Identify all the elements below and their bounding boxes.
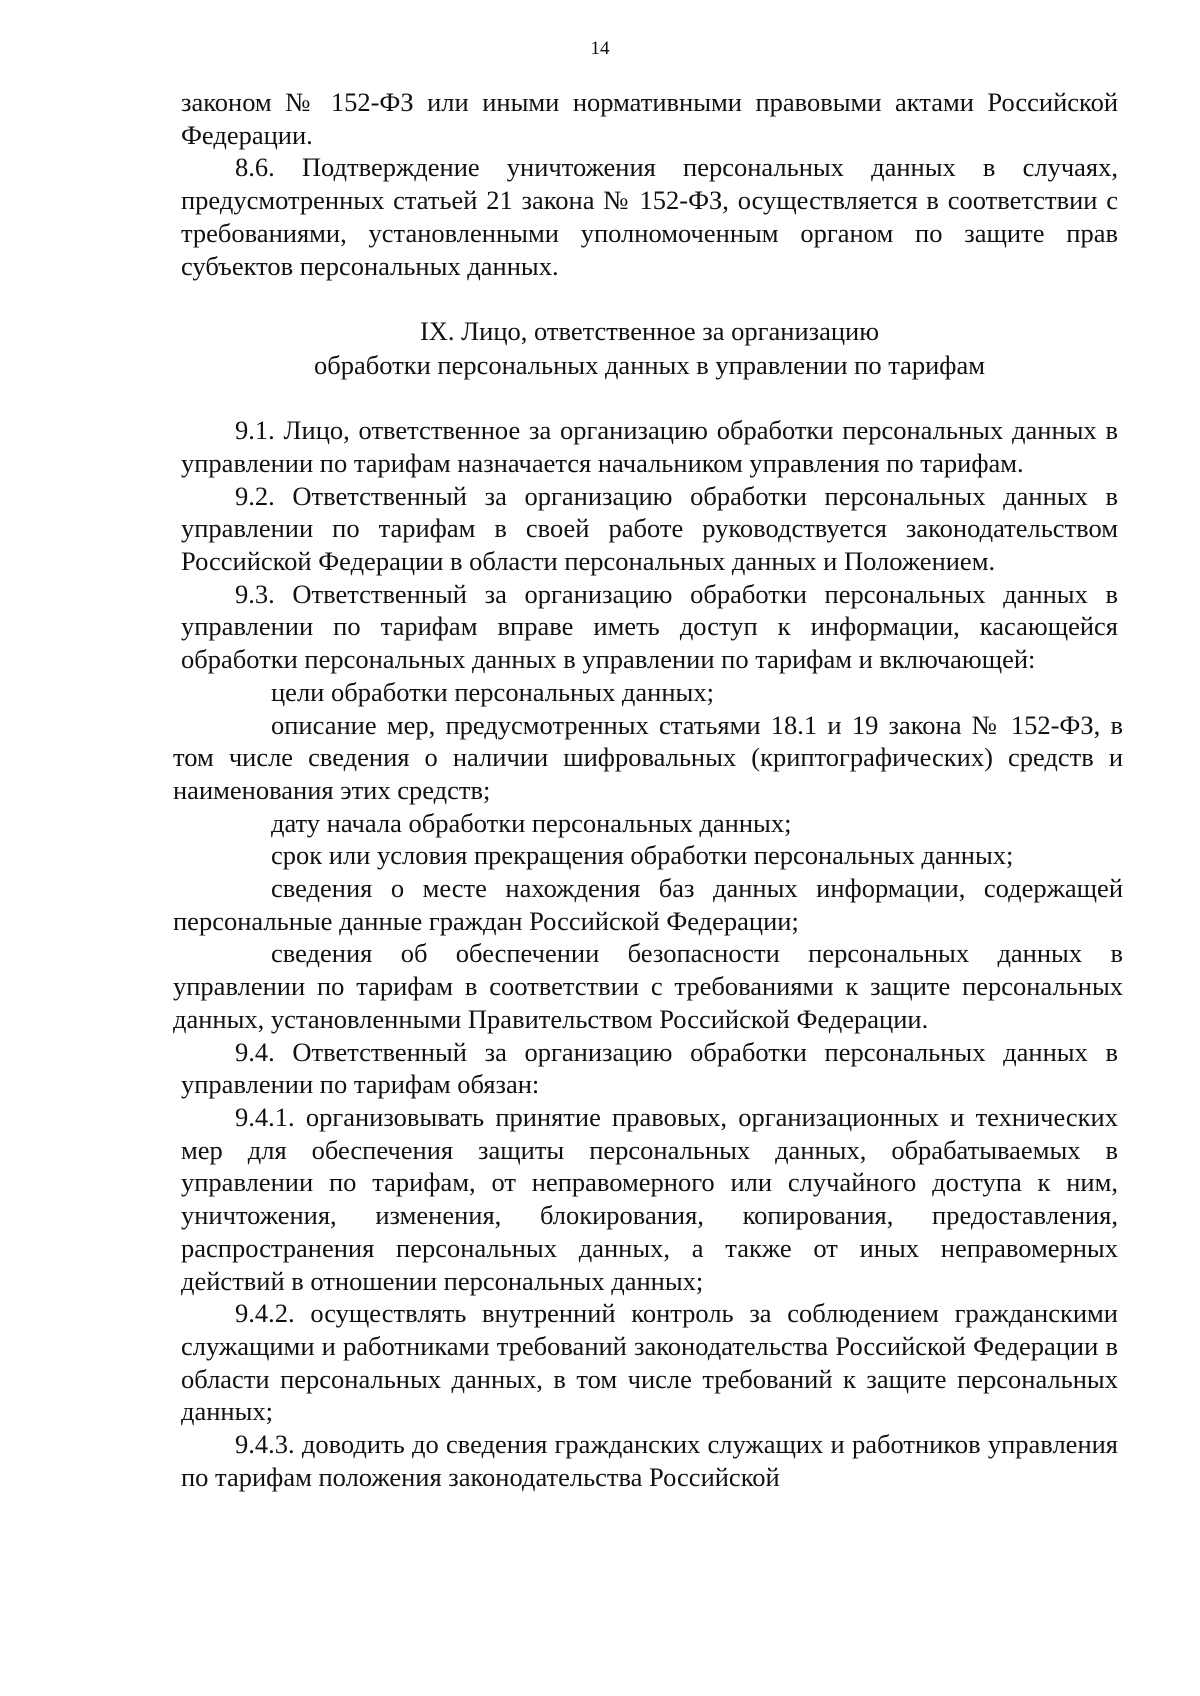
page-number: 14 [590, 38, 610, 59]
list-item-9-3-a: цели обработки персональных данных; [271, 676, 714, 707]
section-heading [181, 314, 1118, 382]
paragraph-9-4-3: 9.4.3. доводить до сведения гражданских служащих и работников управления по тарифам положения законодательства Российской [181, 1429, 1118, 1492]
paragraph-9-1: 9.1. Лицо, ответственное за организацию обработки персональных данных в управлении по тарифам назначается начальником управления по тарифам. [181, 415, 1118, 478]
paragraph-9-3: 9.3. Ответственный за организацию обработки персональных данных в управлении по тарифам вправе иметь доступ к информации, касающейся обработки персональных данных в управлении по тарифам и включающей: [181, 578, 1118, 675]
paragraph-continuation: законом № 152-ФЗ или иными нормативными правовыми актами Российской Федерации. [181, 87, 1118, 150]
paragraph-9-4-2: 9.4.2. осуществлять внутренний контроль за соблюдением гражданскими служащими и работниками требований законодательства Российской Федерации в области персональных данных, в том числе требований к защите персональных данных; [181, 1298, 1118, 1427]
section-heading-line-2: обработки персональных данных в управлении по тарифам [314, 350, 985, 381]
list-item-9-3-d: срок или условия прекращения обработки персональных данных; [271, 840, 1014, 871]
paragraph-9-4: 9.4. Ответственный за организацию обработки персональных данных в управлении по тарифам обязан: [181, 1036, 1118, 1100]
list-item-9-3-c: дату начала обработки персональных данных; [271, 807, 792, 838]
list-item-9-3-e: сведения о месте нахождения баз данных информации, содержащей персональные данные граждан Российской Федерации; [173, 873, 1123, 936]
document-body [173, 86, 1123, 1493]
list-item-9-3-b: описание мер, предусмотренных статьями 18.1 и 19 закона № 152-ФЗ, в том числе сведения о наличии шифровальных (криптографических) средств и наименования этих средств; [173, 709, 1123, 805]
list-item-9-3-f: сведения об обеспечении безопасности персональных данных в управлении по тарифам в соответствии с требованиями к защите персональных данных, установленными Правительством Российской Федерации. [173, 938, 1123, 1034]
paragraph-9-4-1: 9.4.1. организовывать принятие правовых, организационных и технических мер для обеспечения защиты персональных данных, обрабатываемых в управлении по тарифам, от неправомерного или случайного доступа к ним, уничтожения, изменения, блокирования, копирования, предоставления, распространения персональных данных, а также от иных неправомерных действий в отношении персональных данных; [181, 1101, 1118, 1296]
section-heading-line-1: IX. Лицо, ответственное за организацию [419, 316, 880, 347]
paragraph-9-2: 9.2. Ответственный за организацию обработки персональных данных в управлении по тарифам в своей работе руководствуется законодательством Российской Федерации в области персональных данных и Положением. [181, 480, 1118, 577]
paragraph-8-6: 8.6. Подтверждение уничтожения персональных данных в случаях, предусмотренных статьей 21 закона № 152-ФЗ, осуществляется в соответствии с требованиями, установленными уполномоченным органом по защите прав субъектов персональных данных. [181, 152, 1118, 281]
